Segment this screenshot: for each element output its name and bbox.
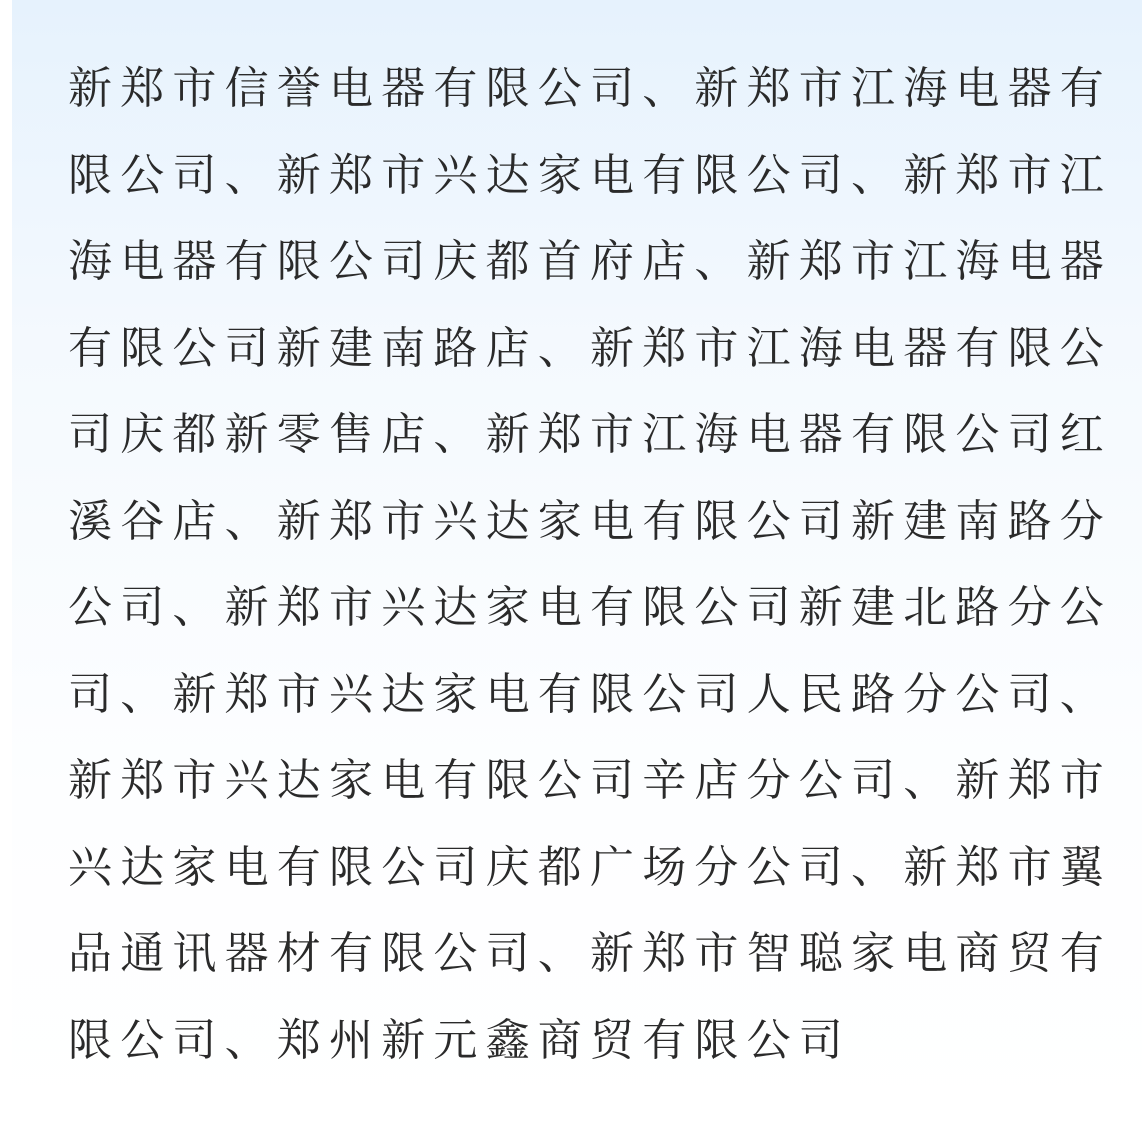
- company-list-paragraph: [68, 46, 1118, 1084]
- text-line: 限公司、新郑市兴达家电有限公司、新郑市江: [68, 149, 1112, 201]
- text-line: 司、新郑市兴达家电有限公司人民路分公司、: [68, 668, 1112, 720]
- text-line: 限公司、郑州新元鑫商贸有限公司: [68, 1014, 851, 1066]
- text-line: 新郑市兴达家电有限公司辛店分公司、新郑市: [68, 755, 1112, 806]
- document-card: [12, 0, 1142, 1132]
- text-line: 溪谷店、新郑市兴达家电有限公司新建南路分: [68, 495, 1112, 547]
- text-line: 品通讯器材有限公司、新郑市智聪家电商贸有: [68, 928, 1112, 979]
- text-line: 司庆都新零售店、新郑市江海电器有限公司红: [68, 409, 1112, 460]
- text-line: 兴达家电有限公司庆都广场分公司、新郑市翼: [68, 841, 1112, 893]
- text-line: 新郑市信誉电器有限公司、新郑市江海电器有: [68, 63, 1112, 114]
- text-line: 公司、新郑市兴达家电有限公司新建北路分公: [68, 582, 1112, 633]
- text-line: 有限公司新建南路店、新郑市江海电器有限公: [68, 322, 1112, 374]
- text-line: 海电器有限公司庆都首府店、新郑市江海电器: [68, 236, 1112, 287]
